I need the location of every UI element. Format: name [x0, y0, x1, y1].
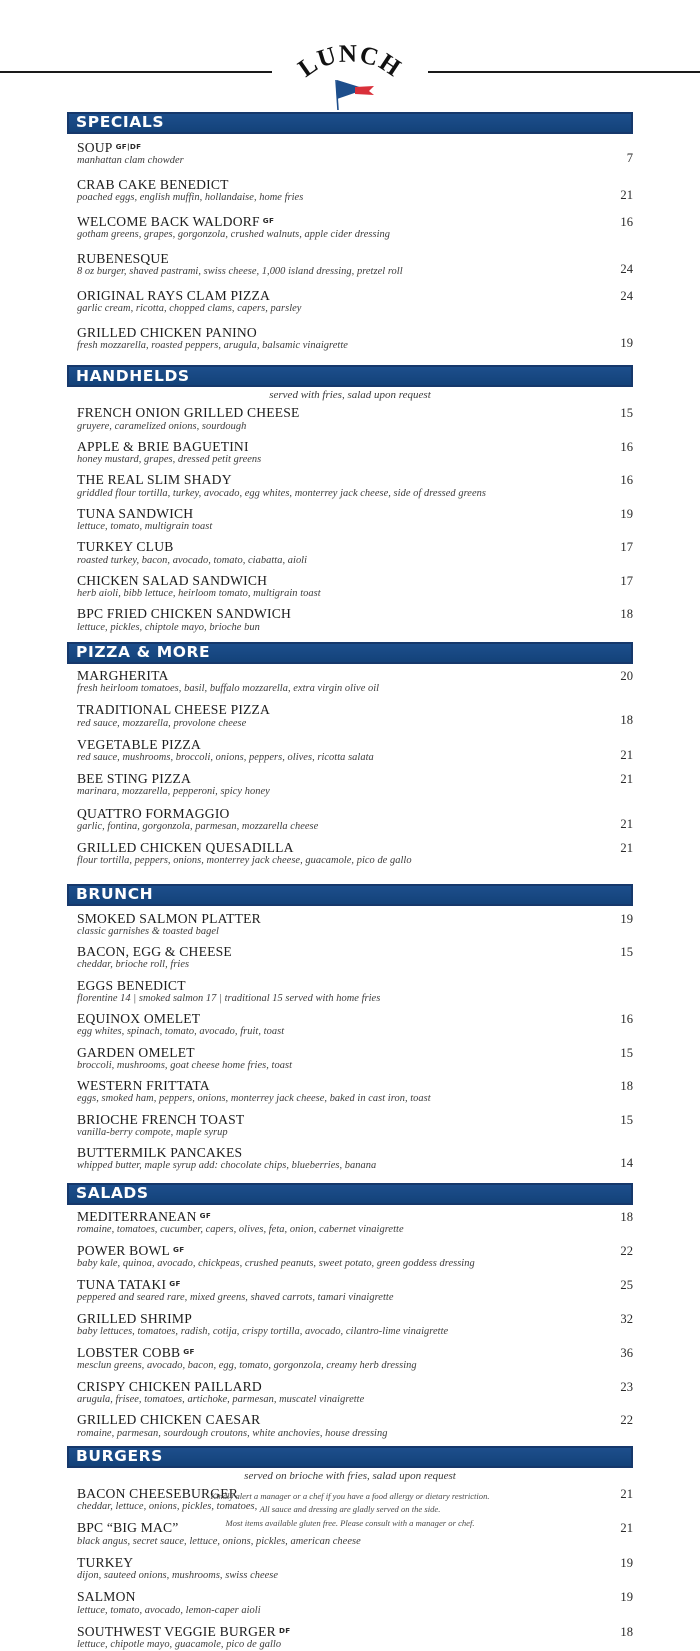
menu-item-description: garlic, fontina, gorgonzola, parmesan, mozzarella cheese — [77, 820, 319, 832]
menu-item-description: egg whites, spinach, tomato, avocado, fruit, toast — [77, 1026, 285, 1038]
menu-item-list — [67, 1209, 633, 1440]
footer-line-sauce: All sauce and dressing are gladly served on the side. — [259, 1504, 441, 1515]
menu-item-description: eggs, smoked ham, peppers, onions, monterrey jack cheese, baked in cast iron, toast — [77, 1093, 431, 1105]
menu-item-price: 18 — [620, 713, 633, 728]
menu-item — [67, 1078, 633, 1105]
menu-item-name-text: TURKEY — [77, 1554, 134, 1570]
lunch-logo — [288, 42, 412, 112]
footer-line-allergy: Kindly alert a manager or a chef if you have a food allergy or dietary restriction. — [210, 1491, 490, 1501]
menu-item-description: baby kale, quinoa, avocado, chickpeas, crushed peanuts, sweet potato, green goddess dressing — [77, 1257, 475, 1269]
section-title: BRUNCH — [76, 884, 154, 903]
menu-item-price: 15 — [620, 406, 633, 421]
menu-item-name — [77, 573, 587, 588]
menu-item-description: lettuce, tomato, avocado, lemon-caper aioli — [77, 1604, 261, 1616]
menu-item — [67, 1624, 633, 1651]
menu-item-name — [77, 1589, 587, 1604]
menu-item-name — [77, 1145, 587, 1160]
menu-item-name — [77, 702, 587, 717]
menu-item-name — [77, 1112, 587, 1127]
menu-item-name-text: GRILLED CHICKEN QUESADILLA — [77, 840, 294, 856]
menu-item-name-text: SALMON — [77, 1589, 136, 1605]
menu-item-description: romaine, tomatoes, cucumber, capers, olives, feta, onion, cabernet vinaigrette — [77, 1223, 404, 1235]
menu-item-list — [67, 140, 633, 352]
menu-item — [67, 737, 633, 764]
menu-item-price: 19 — [620, 1555, 633, 1570]
menu-item — [67, 944, 633, 971]
menu-item-name-text: FRENCH ONION GRILLED CHEESE — [77, 405, 300, 421]
menu-item — [67, 405, 633, 432]
menu-item-name-text: SOUP — [77, 140, 113, 155]
menu-item-description: vanilla-berry compote, maple syrup — [77, 1126, 228, 1138]
menu-item-price: 21 — [620, 747, 633, 762]
menu-item-name — [77, 140, 587, 155]
dietary-tag: DF — [278, 1625, 291, 1635]
menu-item-name-text: TUNA SANDWICH — [77, 505, 194, 521]
menu-item-name — [77, 840, 587, 855]
menu-item-name — [77, 177, 587, 192]
menu-item — [67, 1112, 633, 1139]
menu-item-description: red sauce, mozzarella, provolone cheese — [77, 717, 247, 729]
dietary-tag: GF — [183, 1346, 195, 1356]
menu-item — [67, 214, 633, 241]
menu-item-name — [77, 911, 587, 926]
menu-item-name — [77, 978, 587, 993]
menu-item — [67, 668, 633, 695]
menu-item-price: 16 — [620, 473, 633, 488]
menu-item-description: peppered and seared rare, mixed greens, shaved carrots, tamari vinaigrette — [77, 1291, 394, 1303]
menu-item-description: baby lettuces, tomatoes, radish, cotija, crispy tortilla, avocado, cilantro-lime vinaigrette — [77, 1325, 449, 1337]
menu-item-description: dijon, sauteed onions, mushrooms, swiss cheese — [77, 1570, 279, 1582]
menu-item-list — [67, 911, 633, 1173]
menu-item-name-text: TURKEY CLUB — [77, 539, 174, 555]
dietary-tag: GF — [169, 1278, 181, 1288]
menu-item-description: lettuce, chipotle mayo, guacamole, pico de gallo — [77, 1639, 282, 1651]
menu-item-name — [77, 539, 587, 554]
menu-item — [67, 177, 633, 204]
section-header-salads — [67, 1183, 633, 1205]
menu-item-price: 32 — [620, 1311, 633, 1326]
menu-item-name-text: GRILLED CHICKEN CAESAR — [77, 1412, 261, 1428]
menu-item — [67, 1345, 633, 1372]
menu-body — [67, 112, 633, 1651]
menu-item-description: arugula, frisee, tomatoes, artichoke, parmesan, muscatel vinaigrette — [77, 1393, 365, 1405]
menu-item-name-text: BACON, EGG & CHEESE — [77, 944, 232, 960]
menu-item — [67, 1045, 633, 1072]
menu-item-price: 19 — [620, 1590, 633, 1605]
menu-item — [67, 1209, 633, 1236]
menu-item-price: 18 — [620, 607, 633, 622]
menu-item-price: 15 — [620, 1112, 633, 1127]
menu-item-price: 22 — [620, 1243, 633, 1258]
menu-item-description: fresh heirloom tomatoes, basil, buffalo mozzarella, extra virgin olive oil — [77, 683, 380, 695]
menu-item-name-text: POWER BOWL — [77, 1242, 170, 1258]
menu-item — [67, 1011, 633, 1038]
menu-item-description: broccoli, mushrooms, goat cheese home fries, toast — [77, 1059, 292, 1071]
menu-footer — [0, 1490, 700, 1530]
menu-item — [67, 1243, 633, 1270]
menu-item-name — [77, 806, 587, 821]
menu-item-price: 20 — [620, 668, 633, 683]
menu-item-name — [77, 1011, 587, 1026]
menu-item — [67, 1589, 633, 1616]
svg-text:LUNCH — [294, 42, 407, 83]
menu-item-name — [77, 405, 587, 420]
menu-item-description: mesclun greens, avocado, bacon, egg, tomato, gorgonzola, creamy herb dressing — [77, 1359, 417, 1371]
menu-item — [67, 439, 633, 466]
menu-item-name — [77, 737, 587, 752]
menu-item-price: 17 — [620, 540, 633, 555]
menu-item-name — [77, 606, 587, 621]
section-note: served on brioche with fries, salad upon request — [244, 1469, 456, 1482]
menu-item-description: herb aioli, bibb lettuce, heirloom tomato, multigrain toast — [77, 588, 321, 600]
menu-item-description: cheddar, brioche roll, fries — [77, 959, 190, 971]
dietary-tag: GF — [262, 215, 275, 225]
menu-item-name-text: ORIGINAL RAYS CLAM PIZZA — [77, 287, 270, 303]
menu-item-name-text: WELCOME BACK WALDORF — [77, 213, 260, 229]
menu-item — [67, 840, 633, 867]
menu-section — [67, 112, 633, 352]
menu-item-description: manhattan clam chowder — [77, 155, 184, 167]
menu-item-name — [77, 1345, 587, 1360]
menu-item-name-text: GRILLED SHRIMP — [77, 1310, 192, 1326]
menu-item-name — [77, 325, 587, 340]
menu-item-name-text: BPC “BIG MAC” — [77, 1520, 179, 1536]
menu-item-name-text: QUATTRO FORMAGGIO — [77, 805, 230, 821]
menu-item-price: 24 — [620, 288, 633, 303]
menu-item — [67, 539, 633, 566]
section-note: served with fries, salad upon request — [269, 389, 431, 402]
menu-item-name — [77, 668, 587, 683]
menu-section — [67, 365, 633, 633]
menu-item-price: 21 — [620, 187, 633, 202]
menu-item — [67, 325, 633, 352]
menu-item-price: 18 — [620, 1624, 633, 1639]
logo-text: LUNCH — [293, 42, 407, 83]
menu-item-price: 15 — [620, 1045, 633, 1060]
menu-item-name — [77, 472, 587, 487]
menu-item-description: griddled flour tortilla, turkey, avocado, egg whites, monterrey jack cheese, side of dressed greens — [77, 487, 486, 499]
menu-item-name — [77, 1277, 587, 1292]
menu-item-name-text: SMOKED SALMON PLATTER — [77, 910, 261, 926]
menu-item-name — [77, 251, 587, 266]
menu-item-name-text: SOUTHWEST VEGGIE BURGER — [77, 1623, 276, 1639]
menu-item — [67, 1412, 633, 1439]
menu-item-price: 19 — [620, 335, 633, 350]
menu-item-price: 24 — [620, 261, 633, 276]
menu-item-price: 16 — [620, 1012, 633, 1027]
menu-item-name-text: GARDEN OMELET — [77, 1044, 195, 1060]
menu-item-name — [77, 1311, 587, 1326]
menu-item — [67, 806, 633, 833]
menu-item-list — [67, 668, 633, 868]
menu-item-description: poached eggs, english muffin, hollandaise, home fries — [77, 192, 304, 204]
menu-item — [67, 702, 633, 729]
menu-item-price: 21 — [620, 1486, 633, 1501]
menu-item — [67, 573, 633, 600]
menu-item-price: 25 — [620, 1277, 633, 1292]
menu-item-description: red sauce, mushrooms, broccoli, onions, peppers, olives, ricotta salata — [77, 751, 374, 763]
menu-item — [67, 251, 633, 278]
masthead — [0, 0, 700, 112]
dietary-tag: GF — [199, 1210, 212, 1220]
menu-item-name — [77, 944, 587, 959]
menu-item-price: 21 — [620, 841, 633, 856]
menu-item — [67, 1277, 633, 1304]
menu-item-description: classic garnishes & toasted bagel — [77, 925, 219, 937]
menu-item-price: 19 — [620, 506, 633, 521]
menu-item-name-text: TUNA TATAKI — [77, 1276, 167, 1292]
menu-item-name-text: EGGS BENEDICT — [77, 977, 186, 993]
dietary-tag: GF — [173, 1244, 185, 1254]
section-title: PIZZA & MORE — [76, 643, 211, 662]
menu-item-name — [77, 439, 587, 454]
menu-item-name — [77, 1243, 587, 1258]
menu-item — [67, 1311, 633, 1338]
menu-item-name-text: CRAB CAKE BENEDICT — [77, 176, 229, 192]
menu-item-description: 8 oz burger, shaved pastrami, swiss cheese, 1,000 island dressing, pretzel roll — [77, 266, 403, 278]
menu-item-description: gruyere, caramelized onions, sourdough — [77, 420, 247, 432]
menu-item-description: lettuce, pickles, chiptole mayo, brioche bun — [77, 621, 260, 633]
menu-item-description: gotham greens, grapes, gorgonzola, crushed walnuts, apple cider dressing — [77, 229, 390, 241]
menu-item-name — [77, 1624, 587, 1639]
menu-item-name — [77, 506, 587, 521]
menu-item — [67, 1145, 633, 1172]
menu-item-price: 16 — [620, 214, 633, 229]
menu-item-name-text: BPC FRIED CHICKEN SANDWICH — [77, 606, 292, 622]
menu-item-price: 14 — [620, 1156, 633, 1171]
menu-item-price: 21 — [620, 1521, 633, 1536]
menu-item-price: 17 — [620, 573, 633, 588]
footer-line-glutenfree: Most items available gluten free. Please consult with a manager or chef. — [225, 1517, 475, 1528]
menu-item — [67, 506, 633, 533]
menu-item-price: 16 — [620, 439, 633, 454]
menu-item-name — [77, 771, 587, 786]
menu-item-name-text: GRILLED CHICKEN PANINO — [77, 324, 257, 340]
menu-item — [67, 978, 633, 1005]
header-rule-right — [428, 71, 700, 73]
menu-item-description: marinara, mozzarella, pepperoni, spicy honey — [77, 786, 270, 798]
section-title: SPECIALS — [76, 113, 165, 132]
header-rule-left — [0, 71, 272, 73]
menu-item-list — [67, 405, 633, 633]
menu-section — [67, 884, 633, 1173]
menu-item-description: garlic cream, ricotta, chopped clams, capers, parsley — [77, 303, 302, 315]
menu-item-name-text: BACON CHEESEBURGER — [77, 1485, 239, 1501]
menu-item-price: 18 — [620, 1209, 633, 1224]
menu-item-description: cheddar, lettuce, onions, pickles, tomatoes, — [77, 1501, 258, 1513]
menu-item-description: whipped butter, maple syrup add: chocolate chips, blueberries, banana — [77, 1160, 377, 1172]
menu-item-name-text: RUBENESQUE — [77, 250, 169, 266]
menu-item-price: 21 — [620, 772, 633, 787]
menu-item-name-text: TRADITIONAL CHEESE PIZZA — [77, 702, 271, 718]
menu-item-description: florentine 14 | smoked salmon 17 | traditional 15 served with home fries — [77, 992, 381, 1004]
section-header-specials — [67, 112, 633, 134]
menu-item-description: romaine, parmesan, sourdough croutons, white anchovies, house dressing — [77, 1427, 388, 1439]
menu-item-name-text: LOBSTER COBB — [77, 1344, 181, 1360]
menu-item-description: lettuce, tomato, multigrain toast — [77, 521, 213, 533]
menu-item-name-text: BEE STING PIZZA — [77, 771, 192, 787]
menu-item-name — [77, 1412, 587, 1427]
section-header-brunch — [67, 884, 633, 906]
menu-item-name-text: MEDITERRANEAN — [77, 1208, 197, 1224]
menu-item-description: black angus, secret sauce, lettuce, onions, pickles, american cheese — [77, 1535, 361, 1547]
menu-item-name-text: BUTTERMILK PANCAKES — [77, 1145, 243, 1161]
menu-item-price: 7 — [626, 151, 633, 165]
menu-item-price: 23 — [620, 1379, 633, 1394]
menu-item-name-text: CHICKEN SALAD SANDWICH — [77, 572, 268, 588]
menu-item-description: flour tortilla, peppers, onions, monterrey jack cheese, guacamole, pico de gallo — [77, 855, 412, 867]
menu-item-name-text: WESTERN FRITTATA — [77, 1078, 210, 1094]
menu-item-price: 22 — [620, 1413, 633, 1428]
menu-item — [67, 771, 633, 798]
menu-item-name — [77, 1379, 587, 1394]
menu-item-name — [77, 288, 587, 303]
menu-section — [67, 1446, 633, 1651]
menu-item-name-text: MARGHERITA — [77, 667, 169, 683]
menu-item-name — [77, 1555, 587, 1570]
menu-item-name — [77, 1078, 587, 1093]
section-title: SALADS — [76, 1183, 149, 1202]
section-header-burgers — [67, 1446, 633, 1468]
pennant-flag-icon — [336, 80, 374, 110]
section-title: HANDHELDS — [76, 366, 190, 385]
menu-item-name-text: APPLE & BRIE BAGUETINI — [77, 438, 249, 454]
menu-section — [67, 1183, 633, 1440]
menu-item-name — [77, 1045, 587, 1060]
menu-item-price: 18 — [620, 1079, 633, 1094]
menu-item — [67, 911, 633, 938]
menu-item-name-text: BRIOCHE FRENCH TOAST — [77, 1111, 245, 1127]
section-header-pizza-more — [67, 642, 633, 664]
menu-item-price: 19 — [620, 911, 633, 926]
menu-item — [67, 472, 633, 499]
menu-item-name — [77, 1209, 587, 1224]
menu-item — [67, 140, 633, 167]
menu-item-name — [77, 214, 587, 229]
menu-item-price: 36 — [620, 1345, 633, 1360]
menu-item-description: fresh mozzarella, roasted peppers, arugula, balsamic vinaigrette — [77, 340, 348, 352]
menu-item-name-text: THE REAL SLIM SHADY — [77, 472, 232, 488]
menu-item-name-text: CRISPY CHICKEN PAILLARD — [77, 1378, 262, 1394]
menu-item-name-text: VEGETABLE PIZZA — [77, 736, 201, 752]
menu-item-description: roasted turkey, bacon, avocado, tomato, ciabatta, aioli — [77, 554, 308, 566]
section-title: BURGERS — [76, 1447, 163, 1466]
menu-item-price: 15 — [620, 945, 633, 960]
menu-item — [67, 606, 633, 633]
menu-item-name-text: EQUINOX OMELET — [77, 1011, 201, 1027]
menu-item — [67, 1555, 633, 1582]
menu-item-description: honey mustard, grapes, dressed petit greens — [77, 454, 262, 466]
menu-item — [67, 288, 633, 315]
section-header-handhelds — [67, 365, 633, 387]
menu-item-price: 21 — [620, 816, 633, 831]
dietary-tag: GF|DF — [115, 142, 142, 151]
menu-item — [67, 1379, 633, 1406]
menu-section — [67, 642, 633, 868]
